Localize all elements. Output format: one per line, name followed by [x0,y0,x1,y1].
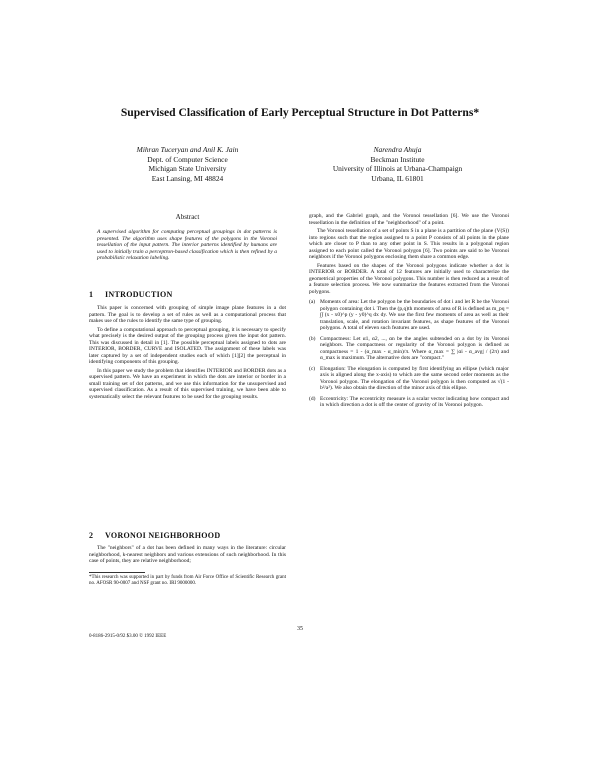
section-heading-introduction [89,290,286,299]
isbn-line: 0-8186-2915-0/92 $3.00 © 1992 IEEE [89,634,167,639]
footnote-rule [89,572,145,573]
feature-item [309,366,509,392]
section-title: VORONOI NEIGHBORHOOD [105,531,221,540]
item-label: (a) [309,299,316,305]
author-affiliation: Michigan State University [148,164,227,174]
item-text: Eccentricity: The eccentricity measure is a scalar vector indicating how compact and in which direction a dot is off the center of gravity of its Voronoi polygon. [320,395,509,408]
author-affiliation: Beckman Institute [370,154,425,164]
section-number: 1 [89,290,94,299]
feature-item [309,336,509,362]
paragraph: The Voronoi tessellation of a set of points S in a plane is a partition of the plane (V(S)) into regions such that the region assigned to a point P consists of all points in the plane which are closer to P than to any other point in S. This results in a polygonal region assigned to each point called the Voronoi polygon [6]. Two points are said to be Voronoi neighbors if the Voronoi polygons enclosing them share a common edge. [309,228,509,260]
paper-title: Supervised Classification of Early Perceptual Structure in Dot Patterns* [120,106,480,119]
item-label: (b) [309,335,316,342]
item-label: (c) [309,365,316,372]
page-number: 35 [297,626,303,632]
feature-item [309,396,509,409]
author-address: East Lansing, MI 48824 [151,173,224,183]
item-label: (d) [309,395,316,402]
author-name: Mihran Tuceryan and Anil K. Jain [136,145,239,154]
author-affiliation: Dept. of Computer Science [147,154,228,164]
section-title: INTRODUCTION [105,290,173,299]
right-column [309,213,509,409]
paragraph: This paper is concerned with grouping of simple image plane features in a dot pattern. The goal is to develop a set of rules as well as a computational process that makes use of the rules to identify the same type of grouping. [89,305,286,324]
author-name: Narendra Ahuja [373,145,422,154]
item-text: Elongation: The elongation is computed by first identifying an ellipse (which major axis is aligned along the x-axis) to which are the same second order moments as the Voronoi polygon. The elongation of the Voronoi polygon is then computed as √(1 - b²/a²). We also obtain the direction of the minor axis of this ellipse. [320,365,509,391]
abstract-text: A supervised algorithm for computing perceptual groupings in dot patterns is presented. The algorithm uses shape features of the polygons in the Voronoi tessellation of the input pattern. The interior patterns identified by humans are used to initially train a perceptron-based classification which is then refined by a probabilistic relaxation labeling. [97,229,277,262]
paragraph: In this paper we study the problem that identifies INTERIOR and BORDER dots as a supervised pattern. We have an experiment in which the dots are interior or border in a small training set of dot patterns, and we use this information for the unsupervised and supervised classification. As a result of this supervised training, we have been able to systematically select the relevant features to be used for the grouping results. [89,367,286,400]
item-text: Moments of area: Let the polygon be the boundaries of dot i and let R be the Voronoi polygon containing dot i. Then the (p,q)th moments of area of R is defined as m_pq = ∫∫ (x - x0)^p (y - y0)^q dx dy. We use the first few moments of area as well as their translation, scale, and rotation invariant features, as shape features of the Voronoi polygons. A total of eleven such features are used. [320,299,509,331]
author-affiliation: University of Illinois at Urbana-Champaign [332,164,463,174]
paragraph: Features based on the shapes of the Voronoi polygons indicate whether a dot is INTERIOR or BORDER. A total of 12 features are initially used to characterize the geometrical properties of the Voronoi polygons. This number is then reduced as a result of a feature selection process. We now summarize the features extracted from the Voronoi polygons. [309,262,509,295]
introduction-body [89,305,286,402]
paragraph: To define a computational approach to perceptual grouping, it is necessary to specify what precisely is the desired output of the grouping process given the input dot pattern. This was discussed in detail in [1]. The possible perceptual labels assigned to dots are INTERIOR, BORDER, CURVE and ISOLATED. The assignment of these labels was later captured by a set of independent studies each of which [1][2] the perceptual in identifying components of this grouping. [89,326,286,365]
item-text: Compactness: Let α1, α2, ..., αn be the angles subtended on a dot by its Voronoi neighbors. The compactness or regularity of the Voronoi polygon is defined as compactness = 1 - (α_max - α_min)/π. Where α_max = ∑ |αi - α_avg| / (2π) and α_max is maximum. The alternative dots are "compact." [320,335,509,361]
voronoi-body [89,545,286,567]
footnote: *This research was supported in part by funds from Air Force Office of Scientific Research grant no. AFOSR 90-0007 and NSF grant no. IRI 9000000. [89,575,286,587]
author-address: Urbana, IL 61801 [371,173,424,183]
abstract-heading: Abstract [175,213,200,221]
feature-item [309,299,509,332]
section-number: 2 [89,531,94,540]
section-heading-voronoi [89,531,286,540]
paragraph: The "neighbors" of a dot has been defined in many ways in the literature: circular neighborhood, k-nearest neighbors and various extensions of such neighborhood. In this case of points, they are relative neighborhood; [89,545,286,564]
author-block-2 [290,145,505,183]
author-block-1 [95,145,280,183]
paragraph: graph, and the Gabriel graph, and the Voronoi tessellation [6]. We use the Voronoi tessellation in the definition of the "neighborhood" of a point. [309,213,509,226]
